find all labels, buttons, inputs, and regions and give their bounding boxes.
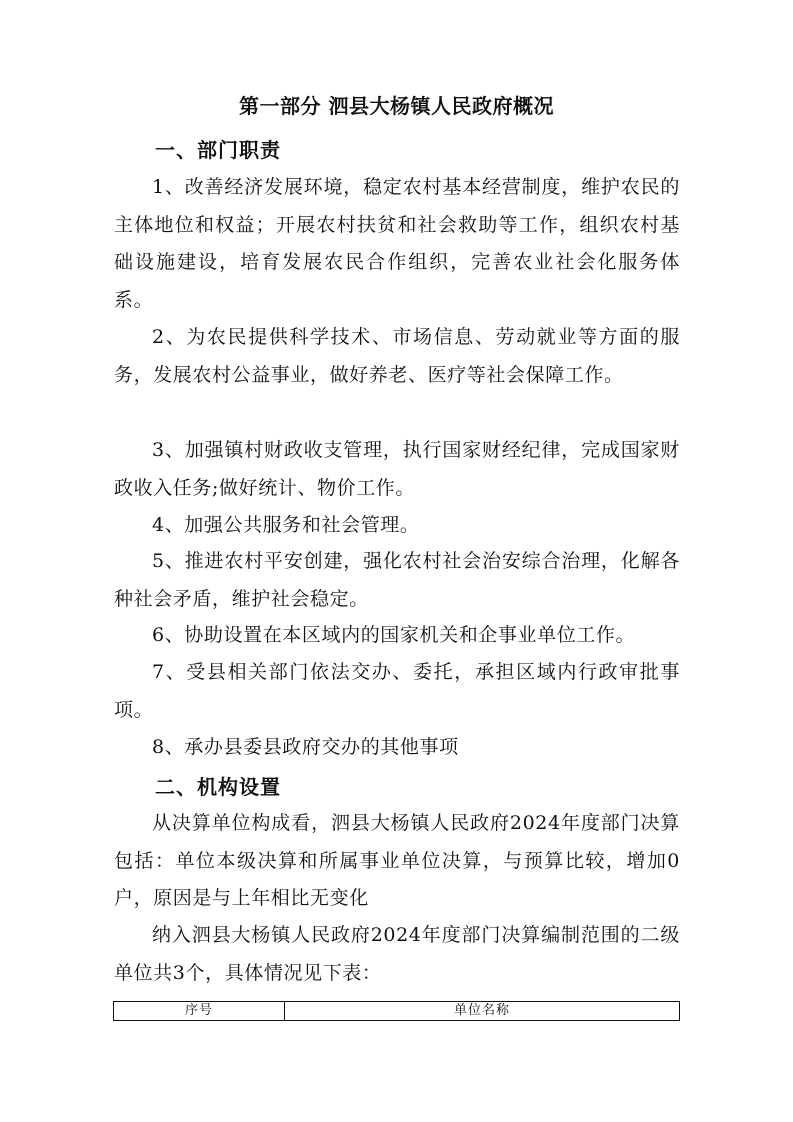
duty-item-2: 2、为农民提供科学技术、市场信息、劳动就业等方面的服务，发展农村公益事业，做好养老、医疗等社会保障工作。 (114, 326, 680, 386)
table-header-index: 序号 (114, 1002, 285, 1021)
page-title: 第一部分 泗县大杨镇人民政府概况 (239, 94, 554, 118)
units-table (113, 1001, 680, 1021)
duty-item-7: 7、受县相关部门依法交办、委托，承担区域内行政审批事项。 (114, 661, 680, 721)
duty-item-5: 5、推进农村平安创建，强化农村社会治安综合治理，化解各种社会矛盾，维护社会稳定。 (114, 550, 680, 610)
duty-item-1: 1、改善经济发展环境，稳定农村基本经营制度，维护农民的主体地位和权益；开展农村扶贫和社会救助等工作，组织农村基础设施建设，培育发展农民合作组织，完善农业社会化服务体系。 (114, 176, 680, 311)
duty-item-3: 3、加强镇村财政收支管理，执行国家财经纪律，完成国家财政收入任务;做好统计、物价工作。 (114, 439, 680, 499)
duty-item-8: 8、承办县委县政府交办的其他事项 (152, 736, 459, 758)
structure-paragraph-1: 从决算单位构成看，泗县大杨镇人民政府2024年度部门决算包括：单位本级决算和所属事业单位决算，与预算比较，增加0户，原因是与上年相比无变化 (114, 812, 680, 909)
duty-item-4: 4、加强公共服务和社会管理。 (152, 514, 420, 536)
section-heading-duties: 一、部门职责 (155, 138, 281, 162)
duty-item-6: 6、协助设置在本区域内的国家机关和企事业单位工作。 (152, 624, 636, 646)
section-heading-structure: 二、机构设置 (155, 775, 281, 799)
table-header-row (114, 1002, 680, 1021)
structure-paragraph-2: 纳入泗县大杨镇人民政府2024年度部门决算编制范围的二级单位共3个，具体情况见下表： (114, 924, 680, 984)
table-header-unit-name: 单位名称 (285, 1002, 680, 1021)
